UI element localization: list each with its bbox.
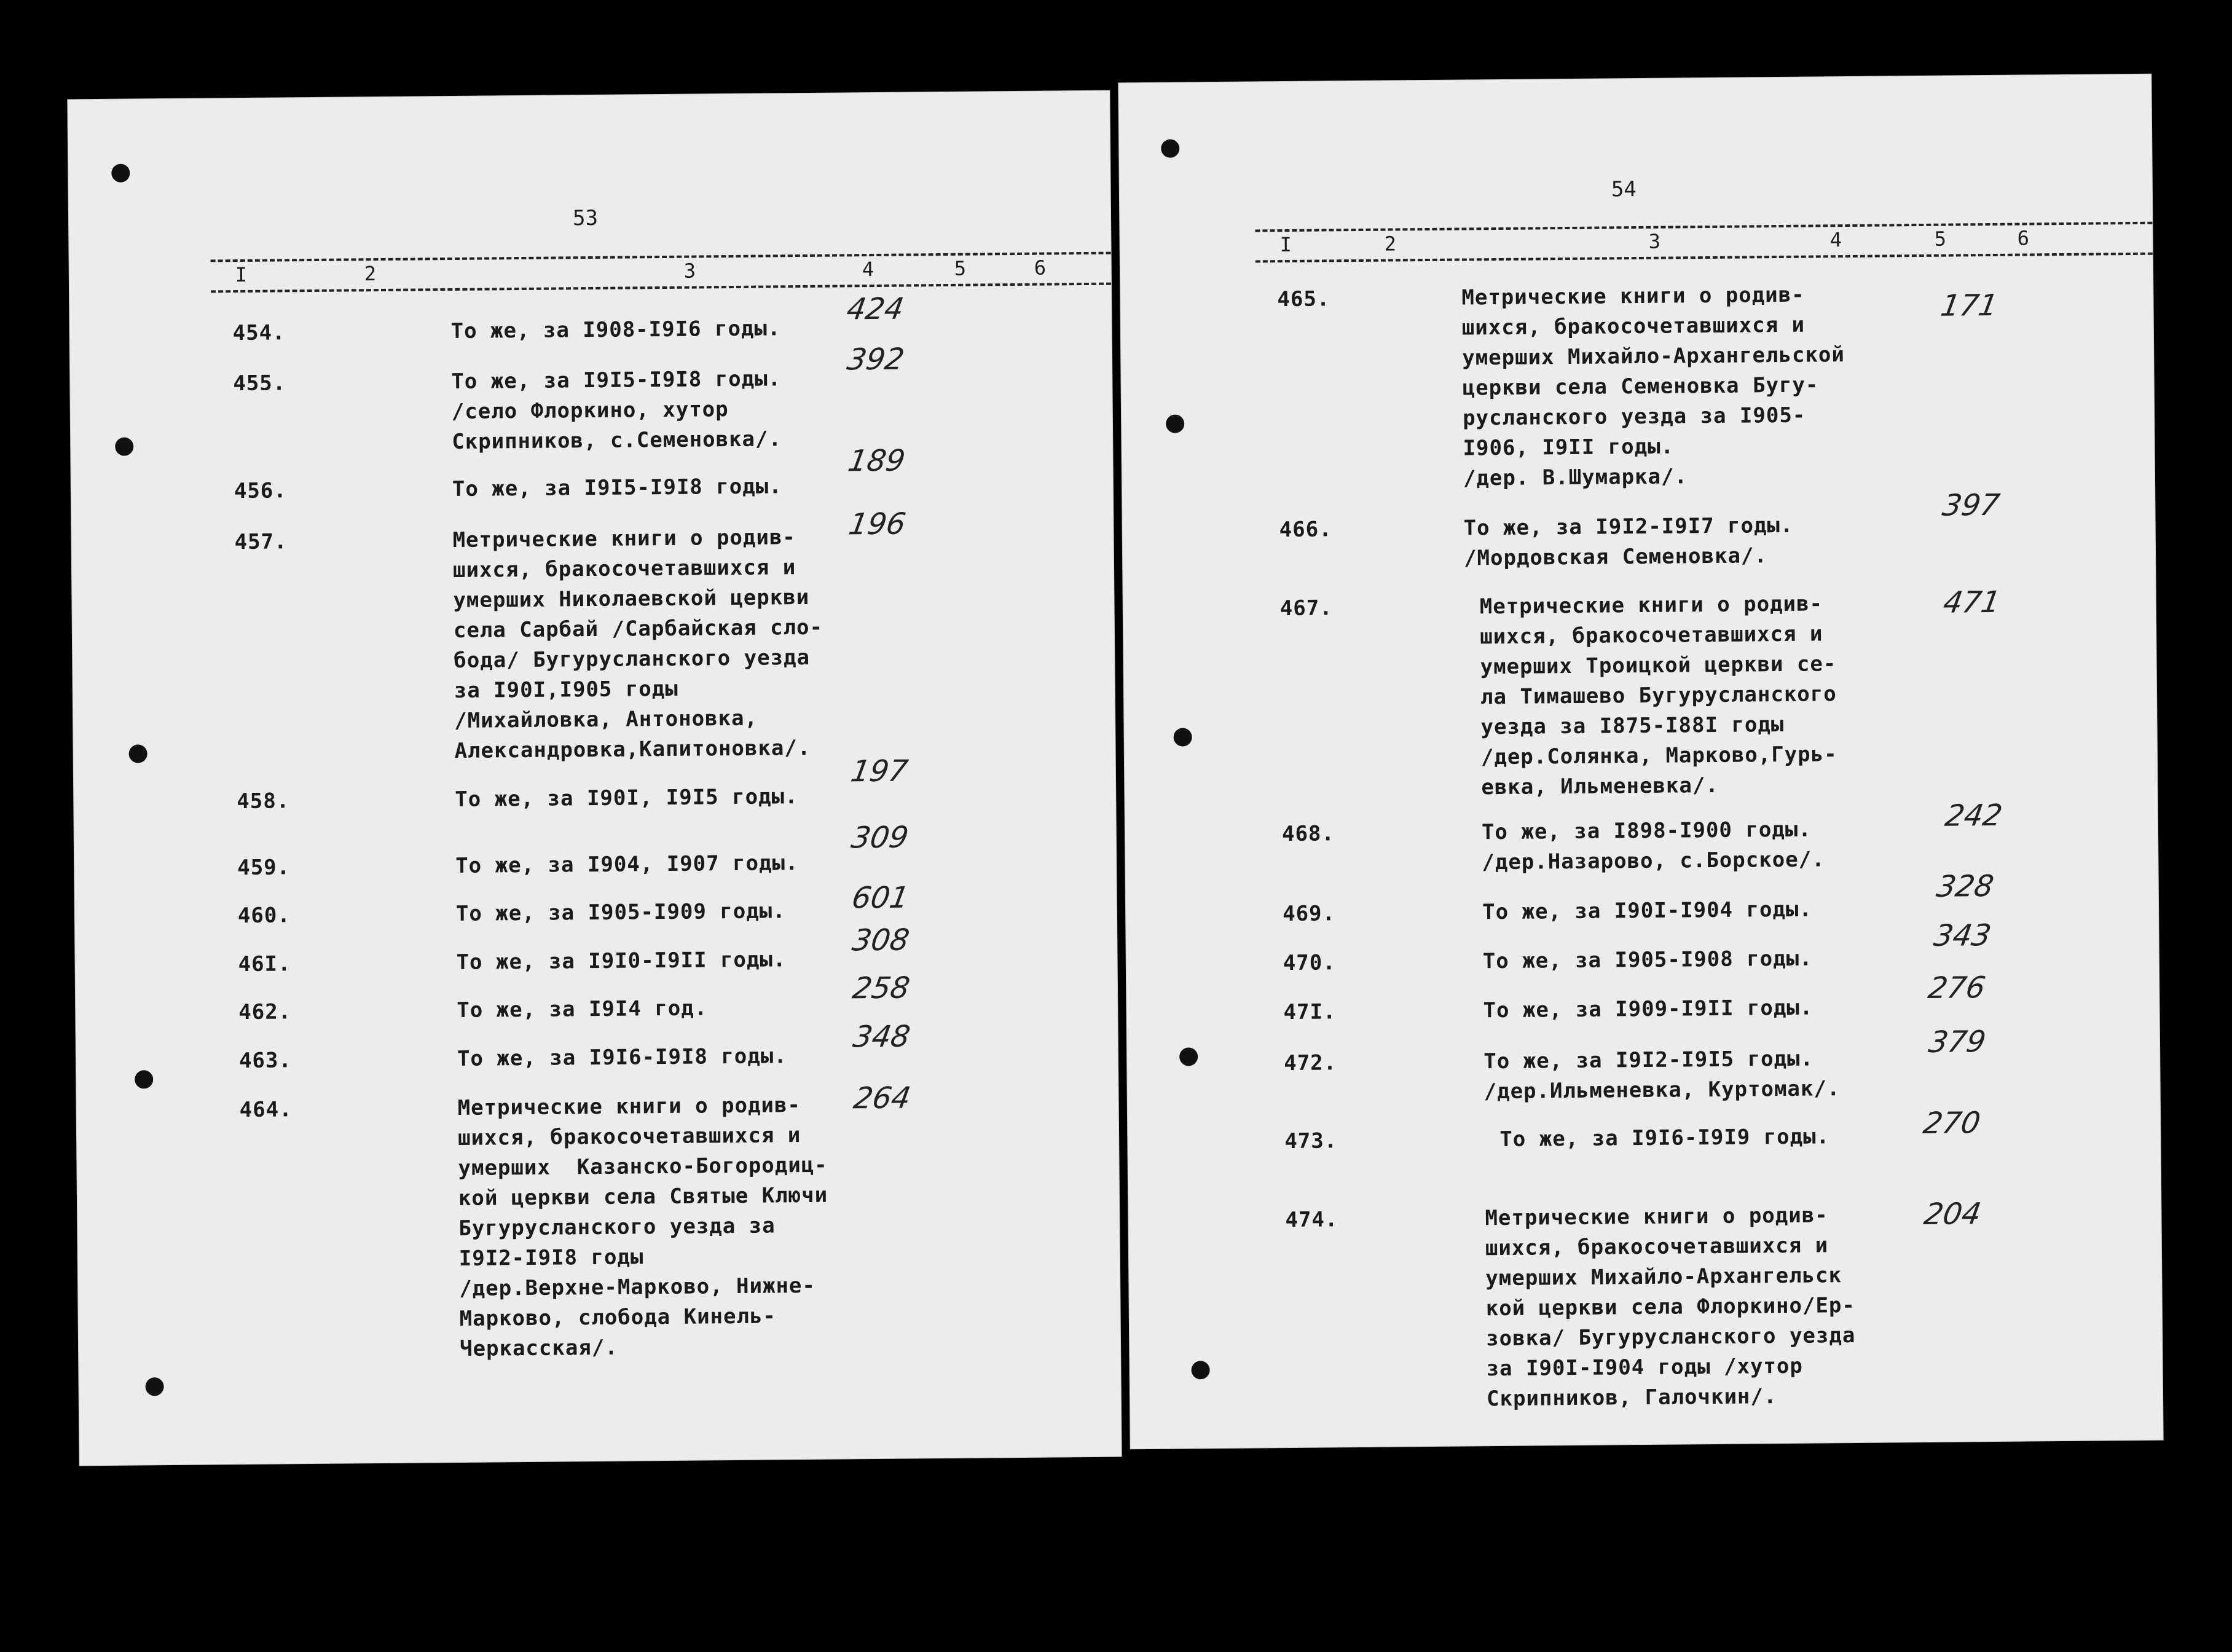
entry-row (237, 753, 1097, 814)
entry-text: То же, за I9I6-I9I9 годы. (1499, 1124, 1830, 1152)
entry-number: 455. (233, 371, 286, 396)
binder-hole (1166, 414, 1184, 433)
binder-hole (145, 1377, 163, 1396)
entry-number: 459. (237, 855, 291, 881)
page-number: 54 (1611, 177, 1637, 202)
column-header: 6 (1034, 256, 1047, 280)
entry-row (1283, 970, 2144, 1025)
entry-text: То же, за I90I-I904 годы. (1482, 897, 1813, 925)
sheet-count: 397 (1939, 487, 2002, 523)
sheet-count: 258 (850, 970, 913, 1006)
entry-number: 469. (1282, 901, 1336, 927)
column-header: 4 (862, 258, 874, 281)
binder-hole (115, 438, 133, 456)
sheet-count: 308 (849, 922, 912, 958)
sheet-count: 171 (1938, 288, 2000, 323)
entry-text: То же, за I9I2-I9I7 годы. /Мордовская Семеновка/. (1463, 513, 1794, 571)
entry-number: 472. (1284, 1050, 1337, 1076)
sheet-count: 392 (844, 342, 907, 377)
binder-hole (1161, 140, 1179, 158)
page-53 (68, 91, 1121, 1466)
sheet-count: 379 (1926, 1025, 1989, 1060)
entry-text: То же, за I9I5-I9I8 годы. /село Флоркино, хутор Скрипников, с.Семеновка/. (451, 366, 782, 455)
sheet-count: 601 (849, 880, 912, 916)
binder-hole (135, 1070, 153, 1088)
entry-text: Метрические книги о родив- шихся, бракосочетавшихся и умерших Михайло-Архангельск кой церкви села Флоркино/Ер- зовка/ Бугурусланского уезда за I90I-I904 годы /хутор Скрипников, Галочкин/. (1485, 1203, 1856, 1412)
entry-text: То же, за I9I5-I9I8 годы. (452, 474, 782, 502)
entry-text: Метрические книги о родив- шихся, бракосочетавшихся и умерших Николаевской церкви села Сарбай /Сарбайская сло- бода/ Бугурусланского уезда за I90I,I905 годы /Михайловка, Антоновка, Александровка,Капитоновка/. (452, 525, 823, 763)
entry-number: 458. (237, 789, 290, 814)
entry-row (1281, 798, 2142, 875)
sheet-count: 204 (1921, 1197, 1984, 1232)
entry-number: 462. (238, 999, 292, 1025)
entry-number: 470. (1283, 950, 1336, 976)
column-header: 3 (683, 259, 696, 283)
sheet-count: 242 (1943, 798, 2005, 833)
entry-number: 46I. (238, 951, 291, 977)
entry-number: 460. (237, 903, 291, 929)
entry-text: То же, за I909-I9II годы. (1483, 995, 1814, 1023)
entry-number: 457. (234, 529, 288, 555)
sheet-count: 270 (1920, 1106, 1983, 1141)
entry-row (238, 1019, 1099, 1074)
binder-hole (128, 744, 147, 763)
entry-number: 454. (232, 320, 286, 346)
column-header-row (211, 252, 1111, 297)
entry-text: Метрические книги о родив- шихся, бракосочетавшихся и умерших Казанско-Богородиц- кой церкви села Святые Ключи Бугурусланского уезда за I9I2-I9I8 годы /дер.Верхне-Марково, Нижне- Марково, слобода Кинель- Черкасская/. (457, 1093, 828, 1361)
entry-row (1283, 918, 2144, 976)
sheet-count: 348 (851, 1019, 913, 1055)
column-header: 3 (1648, 229, 1661, 253)
entry-text: То же, за I90I, I9I5 годы. (455, 784, 798, 812)
sheet-count: 196 (846, 506, 908, 542)
sheet-count: 276 (1925, 970, 1988, 1005)
entry-row (237, 820, 1098, 881)
entry-row (1277, 277, 2137, 491)
entry-number: 466. (1279, 517, 1332, 543)
entry-text: То же, за I9I4 год. (457, 996, 708, 1023)
entry-row (232, 291, 1093, 346)
entry-number: 465. (1277, 286, 1330, 312)
entry-row (238, 970, 1099, 1025)
entry-row (234, 443, 1094, 504)
entry-number: 464. (239, 1097, 293, 1123)
sheet-count: 264 (851, 1080, 913, 1116)
entry-row (234, 506, 1094, 763)
entry-number: 473. (1284, 1128, 1338, 1154)
entry-text: То же, за I904, I907 годы. (455, 851, 799, 878)
entry-number: 47I. (1283, 999, 1337, 1025)
entry-row (1279, 487, 2139, 571)
entry-row (1285, 1197, 2145, 1412)
entry-number: 467. (1279, 596, 1333, 621)
entry-text: То же, за I898-I900 годы. /дер.Назарово, с.Борское/. (1481, 817, 1825, 875)
entry-row (239, 1080, 1099, 1361)
entry-text: Метрические книги о родив- шихся, бракосочетавшихся и умерших Троицкой церкви се- ла Тимашево Бугурусланского уезда за I875-I88I годы /дер.Солянка, Марково,Гурь- евка, Ильменевка/. (1479, 591, 1837, 800)
entry-row (238, 922, 1098, 977)
entry-number: 474. (1285, 1207, 1338, 1233)
entry-text: То же, за I905-I908 годы. (1482, 946, 1813, 974)
entry-text: То же, за I905-I909 годы. (455, 899, 786, 926)
sheet-count: 424 (844, 291, 906, 327)
entry-text: Метрические книги о родив- шихся, бракосочетавшихся и умерших Михайло-Архангельской церкви села Семеновка Бугу- русланского уезда за I905- I906, I9II годы. /дер. В.Шумарка/. (1461, 282, 1845, 491)
sheet-count: 189 (845, 443, 908, 479)
page-number: 53 (572, 205, 599, 231)
entry-text: То же, за I908-I9I6 годы. (450, 316, 781, 344)
page-54 (1118, 74, 2163, 1449)
entry-text: То же, за I9I2-I9I5 годы. /дер.Ильменевка, Куртомак/. (1483, 1046, 1841, 1104)
entry-row (1284, 1025, 2144, 1104)
entry-row (1282, 868, 2143, 927)
column-header-row (1255, 222, 2152, 267)
sheet-count: 309 (849, 820, 911, 856)
entry-number: 463. (238, 1048, 293, 1074)
binder-hole (111, 164, 130, 183)
entry-text: То же, за I9I6-I9I8 годы. (457, 1044, 787, 1071)
entry-row (1284, 1106, 2145, 1154)
binder-hole (1179, 1047, 1198, 1066)
column-header: 2 (1384, 232, 1397, 256)
sheet-count: 328 (1934, 868, 1997, 904)
entry-text: То же, за I9I0-I9II годы. (456, 947, 787, 975)
column-header: 5 (954, 256, 967, 280)
entry-row (1279, 584, 2140, 800)
sheet-count: 343 (1931, 918, 1994, 953)
entry-number: 456. (234, 478, 287, 504)
column-header: I (235, 262, 248, 287)
binder-hole (1173, 728, 1192, 746)
sheet-count: 471 (1941, 584, 2003, 620)
entry-number: 468. (1281, 821, 1335, 847)
entry-row (237, 880, 1098, 929)
column-header: 4 (1829, 228, 1842, 252)
column-header: I (1279, 232, 1292, 257)
column-header: 6 (2017, 226, 2030, 250)
binder-hole (1191, 1361, 1209, 1379)
column-header: 2 (364, 262, 377, 286)
entry-row (233, 342, 1093, 455)
column-header: 5 (1934, 227, 1947, 251)
sheet-count: 197 (848, 753, 911, 789)
